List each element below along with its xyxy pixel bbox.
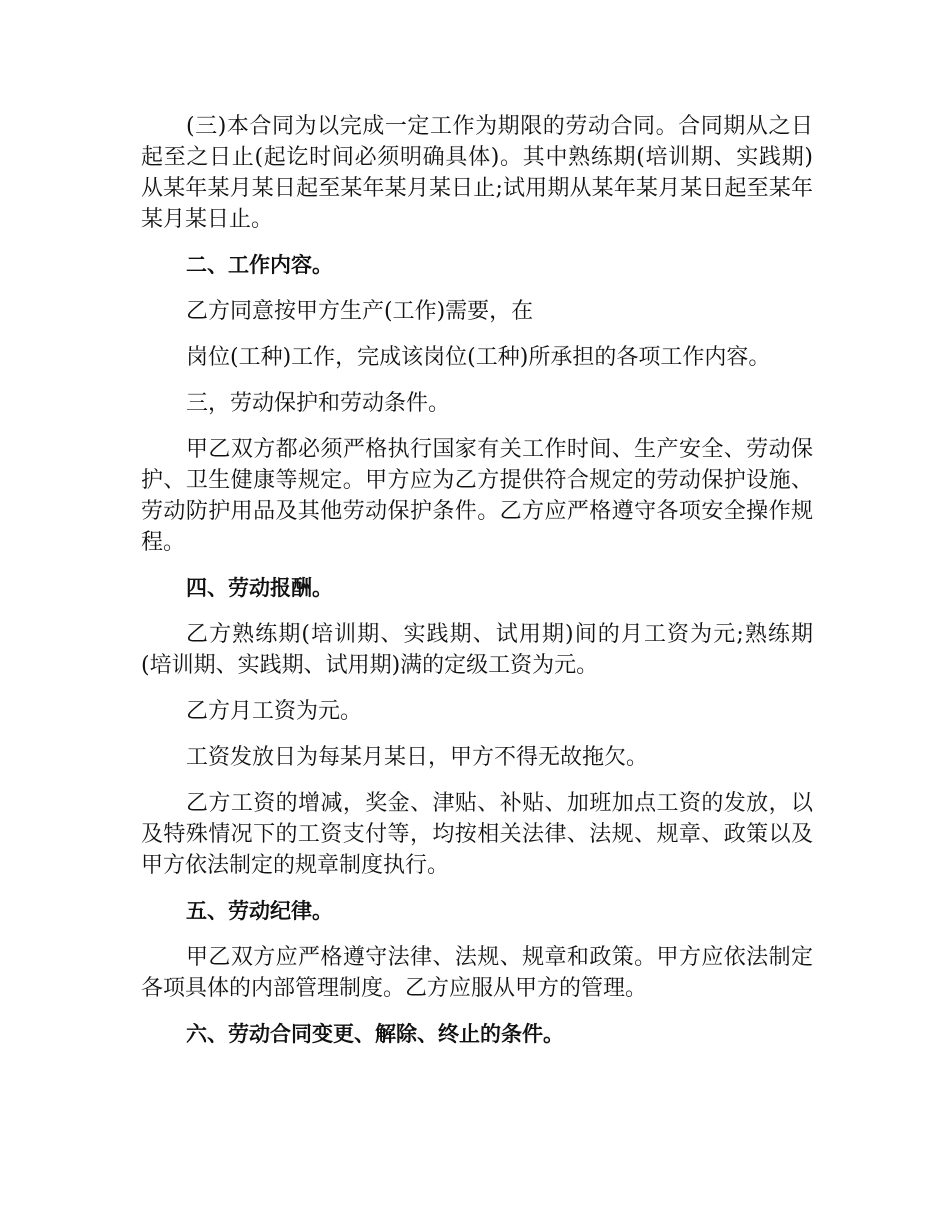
paragraph-contract-term: (三)本合同为以完成一定工作为期限的劳动合同。合同期从之日起至之日止(起讫时间必须明确具体)。其中熟练期(培训期、实践期)从某年某月某日起至某年某月某日止;试用期从某年某月某日起至某年某月某日止。	[141, 114, 813, 232]
paragraph-probation-wage: 乙方熟练期(培训期、实践期、试用期)间的月工资为元;熟练期(培训期、实践期、试用期)满的定级工资为元。	[141, 622, 813, 678]
section-heading-contract-changes: 六、劳动合同变更、解除、终止的条件。	[186, 1022, 564, 1046]
document-body	[141, 111, 813, 1065]
paragraph-job-position: 岗位(工种)工作，完成该岗位(工种)所承担的各项工作内容。	[186, 345, 771, 370]
section-heading-discipline: 五、劳动纪律。	[186, 899, 333, 923]
section-heading-remuneration: 四、劳动报酬。	[186, 576, 333, 600]
paragraph-wage-adjustment: 乙方工资的增减，奖金、津贴、补贴、加班加点工资的发放，以及特殊情况下的工资支付等，均按相关法律、法规、规章、政策以及甲方依法制定的规章制度执行。	[141, 791, 813, 878]
section-heading-work-content: 二、工作内容。	[186, 253, 333, 277]
paragraph-work-agreement: 乙方同意按甲方生产(工作)需要，在	[186, 299, 534, 324]
paragraph-labor-protection: 甲乙双方都必须严格执行国家有关工作时间、生产安全、劳动保护、卫生健康等规定。甲方应为乙方提供符合规定的劳动保护设施、劳动防护用品及其他劳动保护条件。乙方应严格遵守各项安全操作规程。	[141, 437, 813, 555]
paragraph-discipline: 甲乙双方应严格遵守法律、法规、规章和政策。甲方应依法制定各项具体的内部管理制度。乙方应服从甲方的管理。	[141, 945, 813, 1001]
paragraph-pay-date: 工资发放日为每某月某日，甲方不得无故拖欠。	[186, 745, 649, 770]
section-heading-labor-protection: 三，劳动保护和劳动条件。	[186, 391, 451, 416]
paragraph-monthly-wage: 乙方月工资为元。	[186, 699, 363, 724]
